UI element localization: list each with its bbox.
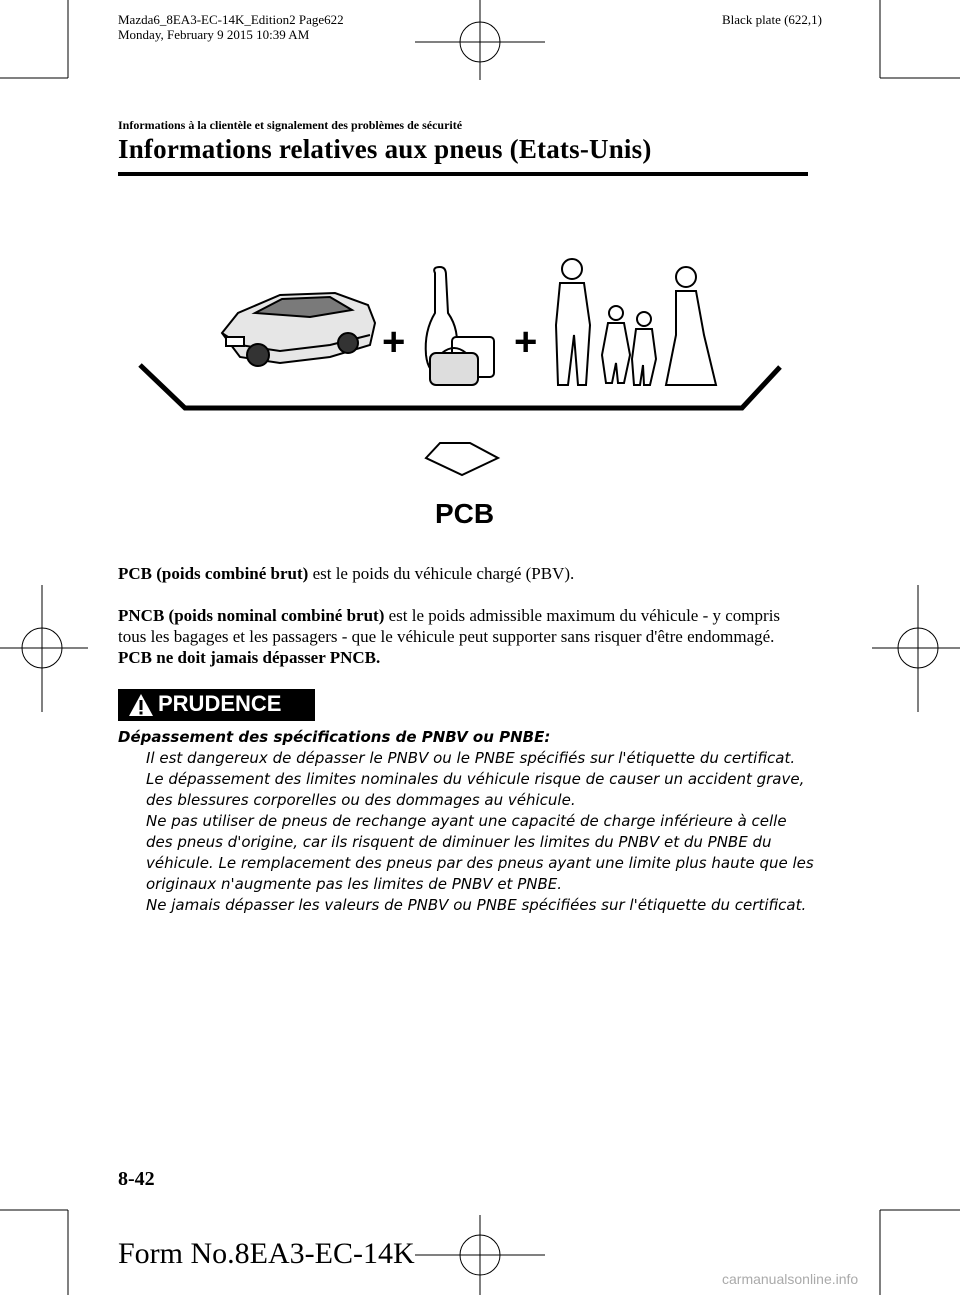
page-number: 8-42 bbox=[118, 1168, 155, 1190]
definition-pcb: est le poids du véhicule chargé (PBV). bbox=[308, 564, 575, 583]
plate-info: Black plate (622,1) bbox=[722, 12, 822, 27]
paragraph-pcb bbox=[118, 563, 808, 584]
caution-line: Ne pas utiliser de pneus de rechange ayant une capacité de charge inférieure à celle des pneus d'origine, car ils risquent de diminuer les limites du PNBV et du PNBE du véhicule. Le remplacement des pneus par des pneus ayant une limite plus haute que les originaux n'augmente pas les limites de PNBV et PNBE. bbox=[146, 812, 814, 893]
luggage-icon bbox=[426, 267, 494, 385]
caution-heading: Dépassement des spécifications de PNBV ou PNBE: bbox=[118, 728, 551, 746]
form-number: Form No.8EA3-EC-14K bbox=[118, 1237, 415, 1270]
family-icon bbox=[556, 259, 716, 385]
pcb-illustration bbox=[130, 255, 800, 495]
file-info: Mazda6_8EA3-EC-14K_Edition2 Page622 bbox=[118, 12, 344, 27]
term-pncb: PNCB (poids nominal combiné brut) bbox=[118, 606, 385, 625]
car-icon bbox=[222, 293, 375, 366]
warning-icon bbox=[128, 693, 154, 717]
pcb-rule: PCB ne doit jamais dépasser PNCB. bbox=[118, 648, 381, 667]
section-label: Informations à la clientèle et signalement des problèmes de sécurité bbox=[118, 118, 463, 132]
watermark: carmanualsonline.info bbox=[722, 1271, 859, 1287]
page-title: Informations relatives aux pneus (Etats-Unis) bbox=[118, 134, 652, 164]
plus-sign-1: + bbox=[382, 320, 406, 364]
pcb-result-label: PCB bbox=[435, 498, 495, 529]
paragraph-pncb bbox=[118, 605, 808, 668]
term-pcb: PCB (poids combiné brut) bbox=[118, 564, 309, 583]
title-divider bbox=[118, 172, 808, 176]
caution-line: Il est dangereux de dépasser le PNBV ou le PNBE spécifiés sur l'étiquette du certificat. bbox=[146, 749, 796, 767]
down-arrow-icon bbox=[426, 443, 498, 475]
plus-sign-2: + bbox=[514, 320, 538, 364]
caution-body bbox=[146, 748, 814, 916]
caution-line: Ne jamais dépasser les valeurs de PNBV ou PNBE spécifiées sur l'étiquette du certificat. bbox=[146, 896, 807, 914]
definition-pncb: est le poids admissible maximum du véhicule - y compris tous les bagages et les passagers - que le véhicule peut supporter sans risquer d'être endommagé. bbox=[118, 606, 781, 646]
timestamp: Monday, February 9 2015 10:39 AM bbox=[118, 27, 310, 42]
caution-line: Le dépassement des limites nominales du véhicule risque de causer un accident grave, des blessures corporelles ou des dommages au véhicule. bbox=[146, 770, 805, 809]
caution-label: PRUDENCE bbox=[158, 691, 282, 716]
